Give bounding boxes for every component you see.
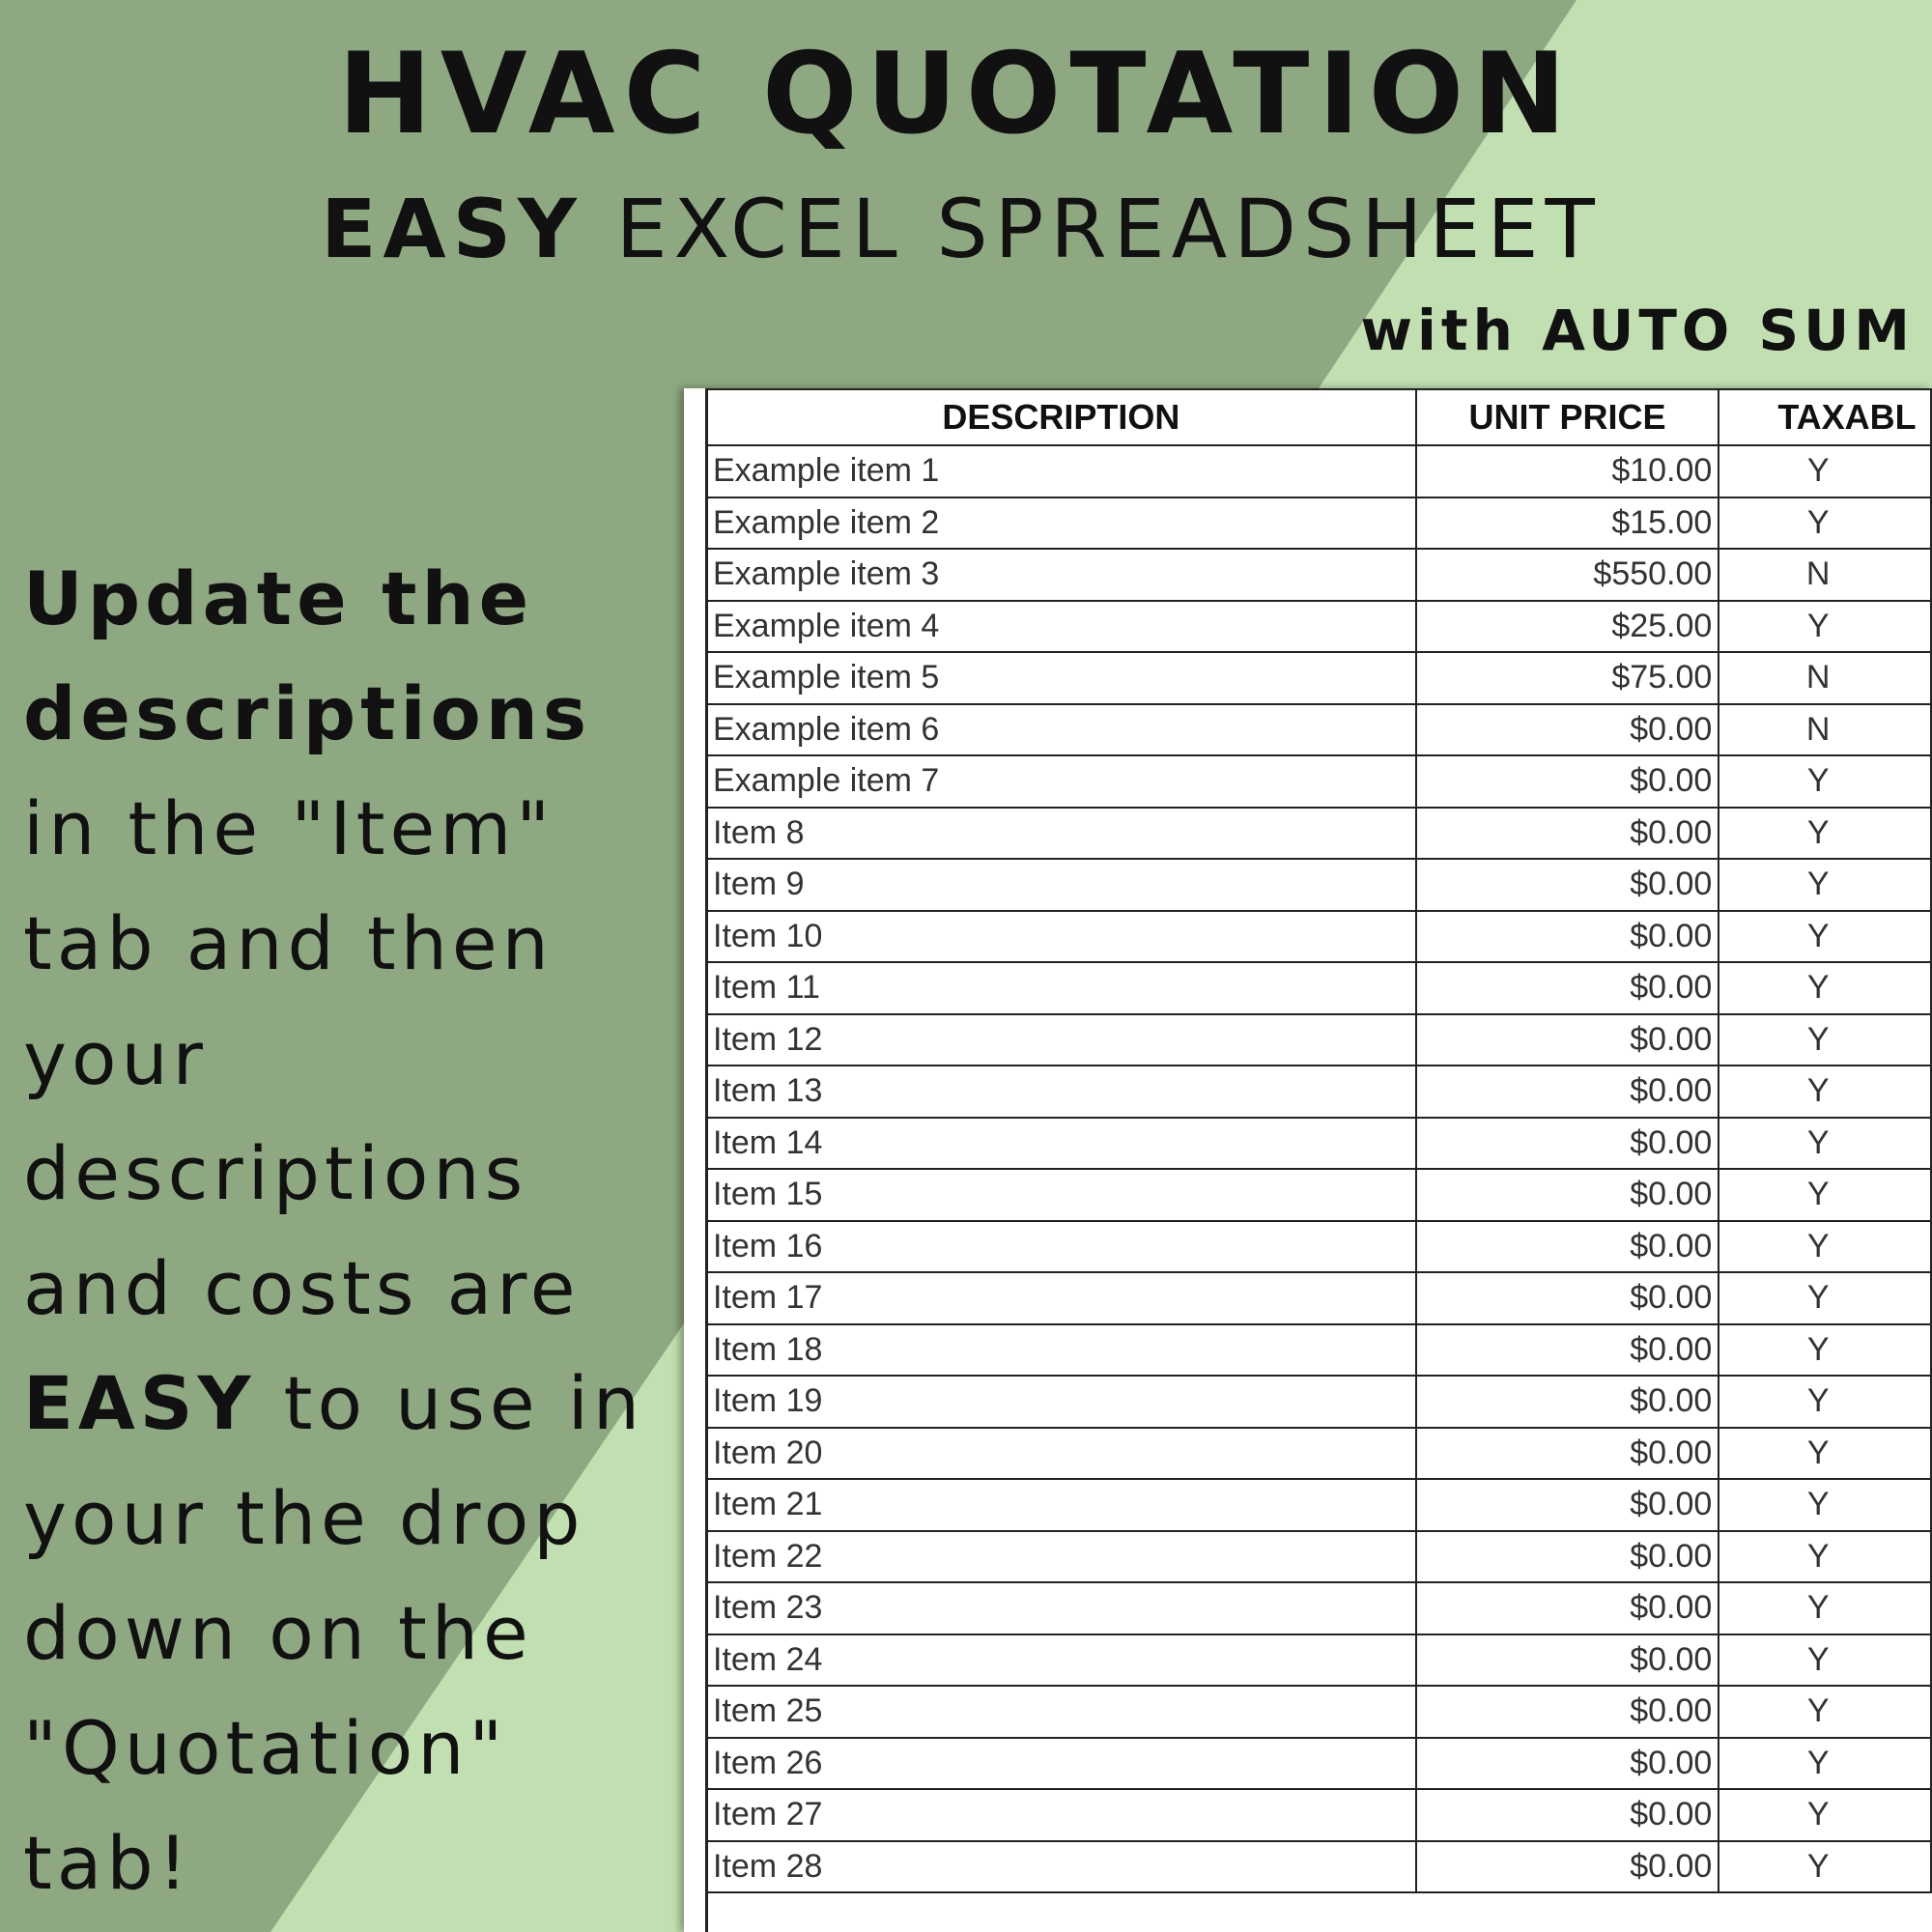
cell-description[interactable]: Item 15 [706, 1169, 1416, 1221]
cell-taxable[interactable]: Y [1719, 1376, 1931, 1428]
cell-taxable[interactable]: Y [1719, 1686, 1931, 1738]
cell-unit-price[interactable]: $0.00 [1416, 1479, 1719, 1531]
cell-taxable[interactable]: Y [1719, 1841, 1931, 1893]
header-taxable[interactable]: TAXABL [1719, 389, 1931, 445]
cell-unit-price[interactable]: $0.00 [1416, 1634, 1719, 1687]
instruction-text-2: in the "Item" tab and then your descriptions and costs are [23, 785, 581, 1331]
cell-description[interactable]: Item 12 [706, 1014, 1416, 1066]
subtitle-text: EXCEL SPREADSHEET [582, 182, 1602, 276]
instruction-emphasis-1: Update the descriptions [23, 555, 592, 756]
tagline [1360, 298, 1915, 363]
cell-unit-price[interactable]: $0.00 [1416, 859, 1719, 911]
table-row [706, 1479, 1931, 1531]
cell-unit-price[interactable]: $25.00 [1416, 601, 1719, 653]
table-row [706, 1014, 1931, 1066]
table-header-row [706, 389, 1931, 445]
cell-taxable[interactable]: Y [1719, 1479, 1931, 1531]
cell-taxable[interactable]: Y [1719, 1428, 1931, 1480]
cell-description[interactable]: Item 9 [706, 859, 1416, 911]
cell-unit-price[interactable]: $0.00 [1416, 1738, 1719, 1790]
cell-taxable[interactable]: Y [1719, 859, 1931, 911]
cell-description[interactable]: Example item 3 [706, 549, 1416, 601]
cell-taxable[interactable]: Y [1719, 445, 1931, 497]
table-row [706, 1582, 1931, 1634]
cell-unit-price[interactable]: $0.00 [1416, 755, 1719, 808]
tagline-prefix: with [1360, 298, 1543, 363]
cell-description[interactable]: Item 18 [706, 1324, 1416, 1377]
cell-description[interactable]: Item 10 [706, 911, 1416, 963]
cell-description[interactable]: Item 21 [706, 1479, 1416, 1531]
cell-taxable[interactable]: Y [1719, 1169, 1931, 1221]
cell-taxable[interactable]: Y [1719, 497, 1931, 550]
cell-description[interactable]: Example item 4 [706, 601, 1416, 653]
cell-taxable[interactable]: N [1719, 704, 1931, 756]
cell-taxable[interactable]: Y [1719, 1582, 1931, 1634]
cell-taxable[interactable]: Y [1719, 755, 1931, 808]
cell-taxable[interactable]: Y [1719, 1014, 1931, 1066]
cell-description[interactable]: Example item 6 [706, 704, 1416, 756]
cell-unit-price[interactable]: $0.00 [1416, 911, 1719, 963]
cell-description[interactable]: Item 13 [706, 1065, 1416, 1118]
cell-description[interactable]: Item 25 [706, 1686, 1416, 1738]
table-row [706, 911, 1931, 963]
items-table [705, 388, 1932, 1893]
instruction-text-4: to use in your the drop down on the "Quotation" tab! [23, 1360, 645, 1906]
cell-taxable[interactable]: Y [1719, 1272, 1931, 1324]
cell-description[interactable]: Item 27 [706, 1789, 1416, 1841]
cell-unit-price[interactable]: $0.00 [1416, 1014, 1719, 1066]
table-row [706, 755, 1931, 808]
header-description[interactable]: DESCRIPTION [706, 389, 1416, 445]
cell-taxable[interactable]: Y [1719, 1324, 1931, 1377]
cell-description[interactable]: Item 20 [706, 1428, 1416, 1480]
cell-unit-price[interactable]: $0.00 [1416, 1841, 1719, 1893]
table-row [706, 445, 1931, 497]
cell-description[interactable]: Item 24 [706, 1634, 1416, 1687]
cell-taxable[interactable]: Y [1719, 1065, 1931, 1118]
table-row [706, 1428, 1931, 1480]
cell-unit-price[interactable]: $0.00 [1416, 1169, 1719, 1221]
cell-description[interactable]: Item 28 [706, 1841, 1416, 1893]
cell-unit-price[interactable]: $0.00 [1416, 1324, 1719, 1377]
cell-unit-price[interactable]: $0.00 [1416, 1428, 1719, 1480]
table-row [706, 1324, 1931, 1377]
cell-unit-price[interactable]: $0.00 [1416, 1531, 1719, 1583]
cell-taxable[interactable]: Y [1719, 1789, 1931, 1841]
subtitle [0, 182, 1922, 276]
instruction-emphasis-2: EASY [23, 1360, 256, 1446]
spreadsheet-preview [684, 388, 1932, 1932]
cell-taxable[interactable]: Y [1719, 1738, 1931, 1790]
cell-description[interactable]: Item 26 [706, 1738, 1416, 1790]
cell-unit-price[interactable]: $15.00 [1416, 497, 1719, 550]
table-row [706, 962, 1931, 1014]
cell-unit-price[interactable]: $0.00 [1416, 1582, 1719, 1634]
cell-unit-price[interactable]: $550.00 [1416, 549, 1719, 601]
cell-taxable[interactable]: Y [1719, 1531, 1931, 1583]
cell-unit-price[interactable]: $75.00 [1416, 652, 1719, 704]
cell-taxable[interactable]: Y [1719, 1634, 1931, 1687]
cell-taxable[interactable]: Y [1719, 1118, 1931, 1170]
cell-unit-price[interactable]: $0.00 [1416, 962, 1719, 1014]
cell-description[interactable]: Item 23 [706, 1582, 1416, 1634]
cell-unit-price[interactable]: $0.00 [1416, 1789, 1719, 1841]
cell-description[interactable]: Example item 1 [706, 445, 1416, 497]
table-row [706, 1272, 1931, 1324]
cell-taxable[interactable]: Y [1719, 808, 1931, 860]
table-row [706, 1376, 1931, 1428]
cell-taxable[interactable]: Y [1719, 1221, 1931, 1273]
cell-description[interactable]: Item 8 [706, 808, 1416, 860]
subtitle-emphasis: EASY [321, 182, 583, 276]
cell-unit-price[interactable]: $0.00 [1416, 808, 1719, 860]
cell-unit-price[interactable]: $10.00 [1416, 445, 1719, 497]
instruction-text [23, 541, 690, 1920]
cell-description[interactable]: Item 22 [706, 1531, 1416, 1583]
cell-description[interactable]: Example item 7 [706, 755, 1416, 808]
table-row [706, 859, 1931, 911]
cell-taxable[interactable]: Y [1719, 962, 1931, 1014]
table-row [706, 1634, 1931, 1687]
cell-unit-price[interactable]: $0.00 [1416, 1065, 1719, 1118]
cell-unit-price[interactable]: $0.00 [1416, 704, 1719, 756]
table-row [706, 497, 1931, 550]
cell-unit-price[interactable]: $0.00 [1416, 1221, 1719, 1273]
cell-description[interactable]: Example item 2 [706, 497, 1416, 550]
table-row [706, 1789, 1931, 1841]
cell-taxable[interactable]: N [1719, 652, 1931, 704]
table-row [706, 1738, 1931, 1790]
page-title: HVAC QUOTATION [337, 29, 1576, 159]
table-row [706, 1169, 1931, 1221]
cell-description[interactable]: Item 19 [706, 1376, 1416, 1428]
header-unit-price[interactable]: UNIT PRICE [1416, 389, 1719, 445]
cell-taxable[interactable]: Y [1719, 601, 1931, 653]
cell-unit-price[interactable]: $0.00 [1416, 1118, 1719, 1170]
table-row [706, 1531, 1931, 1583]
table-row [706, 1118, 1931, 1170]
table-row [706, 1221, 1931, 1273]
table-row [706, 704, 1931, 756]
tagline-emphasis: AUTO SUM [1542, 298, 1915, 363]
cell-unit-price[interactable]: $0.00 [1416, 1686, 1719, 1738]
table-row [706, 652, 1931, 704]
cell-unit-price[interactable]: $0.00 [1416, 1272, 1719, 1324]
table-row [706, 1065, 1931, 1118]
table-row [706, 1841, 1931, 1893]
cell-description[interactable]: Item 17 [706, 1272, 1416, 1324]
cell-unit-price[interactable]: $0.00 [1416, 1376, 1719, 1428]
table-row [706, 1686, 1931, 1738]
cell-description[interactable]: Item 16 [706, 1221, 1416, 1273]
cell-description[interactable]: Example item 5 [706, 652, 1416, 704]
table-row [706, 601, 1931, 653]
cell-taxable[interactable]: N [1719, 549, 1931, 601]
cell-taxable[interactable]: Y [1719, 911, 1931, 963]
cell-description[interactable]: Item 11 [706, 962, 1416, 1014]
table-row [706, 808, 1931, 860]
cell-description[interactable]: Item 14 [706, 1118, 1416, 1170]
table-row [706, 549, 1931, 601]
